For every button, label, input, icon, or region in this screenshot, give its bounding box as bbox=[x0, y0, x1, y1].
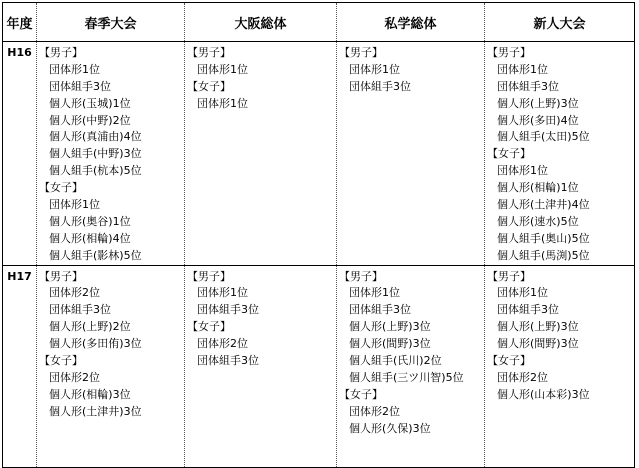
result-entry: 個人組手(氏川)2位 bbox=[349, 354, 442, 368]
header-osaka-sotai: 大阪総体 bbox=[185, 3, 337, 42]
result-cell bbox=[185, 265, 337, 467]
result-cell bbox=[485, 265, 635, 467]
result-cell bbox=[185, 42, 337, 266]
result-entry: 個人形(中野)2位 bbox=[49, 113, 131, 127]
gender-heading: 【男子】 bbox=[487, 46, 531, 59]
gender-heading: 【女子】 bbox=[339, 387, 383, 401]
result-entry: 個人組手(三ツ川智)5位 bbox=[349, 370, 464, 384]
result-entry: 団体形1位 bbox=[197, 286, 248, 300]
result-cell bbox=[485, 42, 635, 266]
table-row bbox=[3, 42, 635, 266]
result-entry: 個人形(相輪)1位 bbox=[497, 181, 579, 195]
gender-heading: 【男子】 bbox=[187, 269, 231, 283]
header-newcomer-tournament: 新人大会 bbox=[485, 3, 635, 42]
gender-heading: 【女子】 bbox=[39, 181, 83, 195]
result-entry: 団体形1位 bbox=[197, 62, 248, 76]
result-entry: 団体形2位 bbox=[49, 370, 100, 384]
year-cell: H16 bbox=[7, 46, 32, 59]
gender-heading: 【男子】 bbox=[39, 46, 83, 59]
result-entry: 個人形(上野)2位 bbox=[49, 320, 131, 334]
result-entry: 個人形(相輪)4位 bbox=[49, 231, 131, 245]
result-entry: 個人形(上野)3位 bbox=[497, 320, 579, 334]
result-entry: 団体形1位 bbox=[49, 62, 100, 76]
result-entry: 個人形(奥谷)1位 bbox=[49, 214, 131, 228]
result-cell bbox=[337, 42, 485, 266]
result-entry: 個人形(土津井)4位 bbox=[497, 198, 590, 212]
result-entry: 団体組手3位 bbox=[49, 303, 111, 317]
result-entry: 団体形1位 bbox=[349, 62, 400, 76]
result-cell bbox=[37, 265, 185, 467]
result-entry: 団体組手3位 bbox=[349, 303, 411, 317]
header-year: 年度 bbox=[3, 3, 37, 42]
result-entry: 個人組手(馬渕)5位 bbox=[497, 248, 590, 262]
header-row bbox=[3, 3, 635, 42]
result-entry: 団体組手3位 bbox=[49, 79, 111, 93]
result-entry: 個人形(多田)4位 bbox=[497, 113, 579, 127]
result-entry: 団体形2位 bbox=[497, 370, 548, 384]
result-entry: 個人形(間野)3位 bbox=[349, 337, 431, 351]
gender-heading: 【女子】 bbox=[487, 354, 531, 368]
gender-heading: 【男子】 bbox=[339, 46, 383, 59]
gender-heading: 【男子】 bbox=[487, 269, 531, 283]
result-entry: 団体形1位 bbox=[497, 164, 548, 178]
result-entry: 団体形1位 bbox=[497, 286, 548, 300]
result-entry: 団体形1位 bbox=[349, 286, 400, 300]
gender-heading: 【男子】 bbox=[187, 46, 231, 59]
header-spring-tournament: 春季大会 bbox=[37, 3, 185, 42]
header-private-school-sotai: 私学総体 bbox=[337, 3, 485, 42]
result-entry: 個人形(真浦由)4位 bbox=[49, 130, 142, 144]
result-entry: 団体形2位 bbox=[49, 286, 100, 300]
result-entry: 団体組手3位 bbox=[497, 303, 559, 317]
result-entry: 団体組手3位 bbox=[197, 303, 259, 317]
result-entry: 個人形(土津井)3位 bbox=[49, 404, 142, 418]
result-entry: 個人形(間野)3位 bbox=[497, 337, 579, 351]
result-entry: 個人組手(太田)5位 bbox=[497, 130, 590, 144]
result-entry: 団体形2位 bbox=[349, 404, 400, 418]
gender-heading: 【男子】 bbox=[339, 269, 383, 283]
table-header bbox=[3, 3, 635, 42]
result-entry: 個人組手(奥山)5位 bbox=[497, 231, 590, 245]
result-entry: 個人形(上野)3位 bbox=[497, 96, 579, 110]
result-cell bbox=[337, 265, 485, 467]
result-entry: 団体形2位 bbox=[197, 337, 248, 351]
result-entry: 個人形(速水)5位 bbox=[497, 214, 579, 228]
results-table bbox=[2, 2, 635, 468]
result-entry: 団体形1位 bbox=[49, 198, 100, 212]
gender-heading: 【女子】 bbox=[187, 79, 231, 93]
result-cell bbox=[37, 42, 185, 266]
result-entry: 個人形(上野)3位 bbox=[349, 320, 431, 334]
gender-heading: 【女子】 bbox=[39, 354, 83, 368]
result-entry: 個人組手(影林)5位 bbox=[49, 248, 142, 262]
result-entry: 個人形(多田侑)3位 bbox=[49, 337, 142, 351]
gender-heading: 【男子】 bbox=[39, 269, 83, 283]
result-entry: 団体組手3位 bbox=[349, 79, 411, 93]
result-entry: 個人形(久保)3位 bbox=[349, 421, 431, 435]
result-entry: 団体形1位 bbox=[197, 96, 248, 110]
gender-heading: 【女子】 bbox=[487, 147, 531, 161]
result-entry: 個人形(山本彩)3位 bbox=[497, 387, 590, 401]
year-cell: H17 bbox=[3, 265, 37, 467]
gender-heading: 【女子】 bbox=[187, 320, 231, 334]
result-entry: 団体形1位 bbox=[497, 62, 548, 76]
result-entry: 個人組手(中野)3位 bbox=[49, 147, 142, 161]
result-entry: 個人組手(杭本)5位 bbox=[49, 164, 142, 178]
result-entry: 団体組手3位 bbox=[197, 354, 259, 368]
table-row bbox=[3, 265, 635, 467]
result-entry: 個人形(相輪)3位 bbox=[49, 387, 131, 401]
result-entry: 団体組手3位 bbox=[497, 79, 559, 93]
result-entry: 個人形(玉城)1位 bbox=[49, 96, 131, 110]
